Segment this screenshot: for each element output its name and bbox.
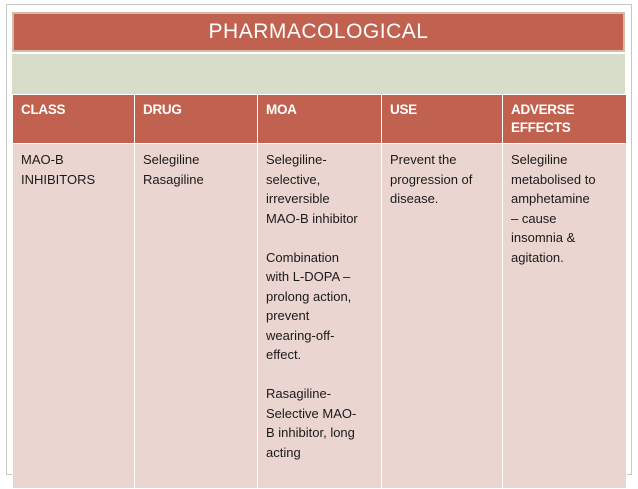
cell-line: metabolised to xyxy=(511,171,596,187)
cell-line: prevent xyxy=(266,308,310,323)
header-adverse-effects: ADVERSE EFFECTS xyxy=(503,95,627,144)
cell-line: Prevent the xyxy=(390,152,457,167)
cell-line: wearing-off- xyxy=(266,327,335,343)
pharmacology-table xyxy=(12,94,627,489)
cell-line: acting xyxy=(266,444,301,460)
cell-line: effect. xyxy=(266,347,302,362)
slide-title: PHARMACOLOGICAL xyxy=(208,20,429,43)
cell-class xyxy=(13,144,135,489)
cell-line: B inhibitor, long xyxy=(266,425,355,440)
paragraph-gap xyxy=(266,365,375,385)
title-band xyxy=(12,54,625,94)
header-class: CLASS xyxy=(13,95,135,144)
cell-line: progression of xyxy=(390,171,473,187)
table-header-row xyxy=(13,95,627,144)
paragraph-gap xyxy=(266,228,375,248)
slide-title-bar xyxy=(12,12,625,52)
cell-line: INHIBITORS xyxy=(21,171,96,187)
cell-line: Selective MAO- xyxy=(266,405,357,421)
header-drug: DRUG xyxy=(135,95,258,144)
cell-line: Rasagiline xyxy=(143,171,204,187)
cell-line: Selegiline xyxy=(511,152,568,167)
cell-line: MAO-B inhibitor xyxy=(266,210,358,226)
cell-line: Selegiline xyxy=(143,152,200,167)
cell-adverse-effects xyxy=(503,144,627,489)
header-use: USE xyxy=(382,95,503,144)
cell-line: prolong action, xyxy=(266,288,352,304)
cell-line: disease. xyxy=(390,191,439,206)
cell-line: amphetamine xyxy=(511,191,590,206)
header-moa: MOA xyxy=(258,95,382,144)
cell-line: irreversible xyxy=(266,191,330,206)
cell-moa xyxy=(258,144,382,489)
cell-line: – cause xyxy=(511,210,557,226)
cell-line: selective, xyxy=(266,171,321,187)
cell-line: MAO-B xyxy=(21,152,64,167)
cell-use xyxy=(382,144,503,489)
cell-line: insomnia & xyxy=(511,230,576,245)
table-row xyxy=(13,144,627,489)
cell-line: Combination xyxy=(266,249,339,265)
cell-line: Rasagiline- xyxy=(266,386,332,401)
cell-line: Selegiline- xyxy=(266,152,327,167)
cell-line: agitation. xyxy=(511,249,564,265)
cell-line: with L-DOPA – xyxy=(266,269,351,284)
cell-drug xyxy=(135,144,258,489)
